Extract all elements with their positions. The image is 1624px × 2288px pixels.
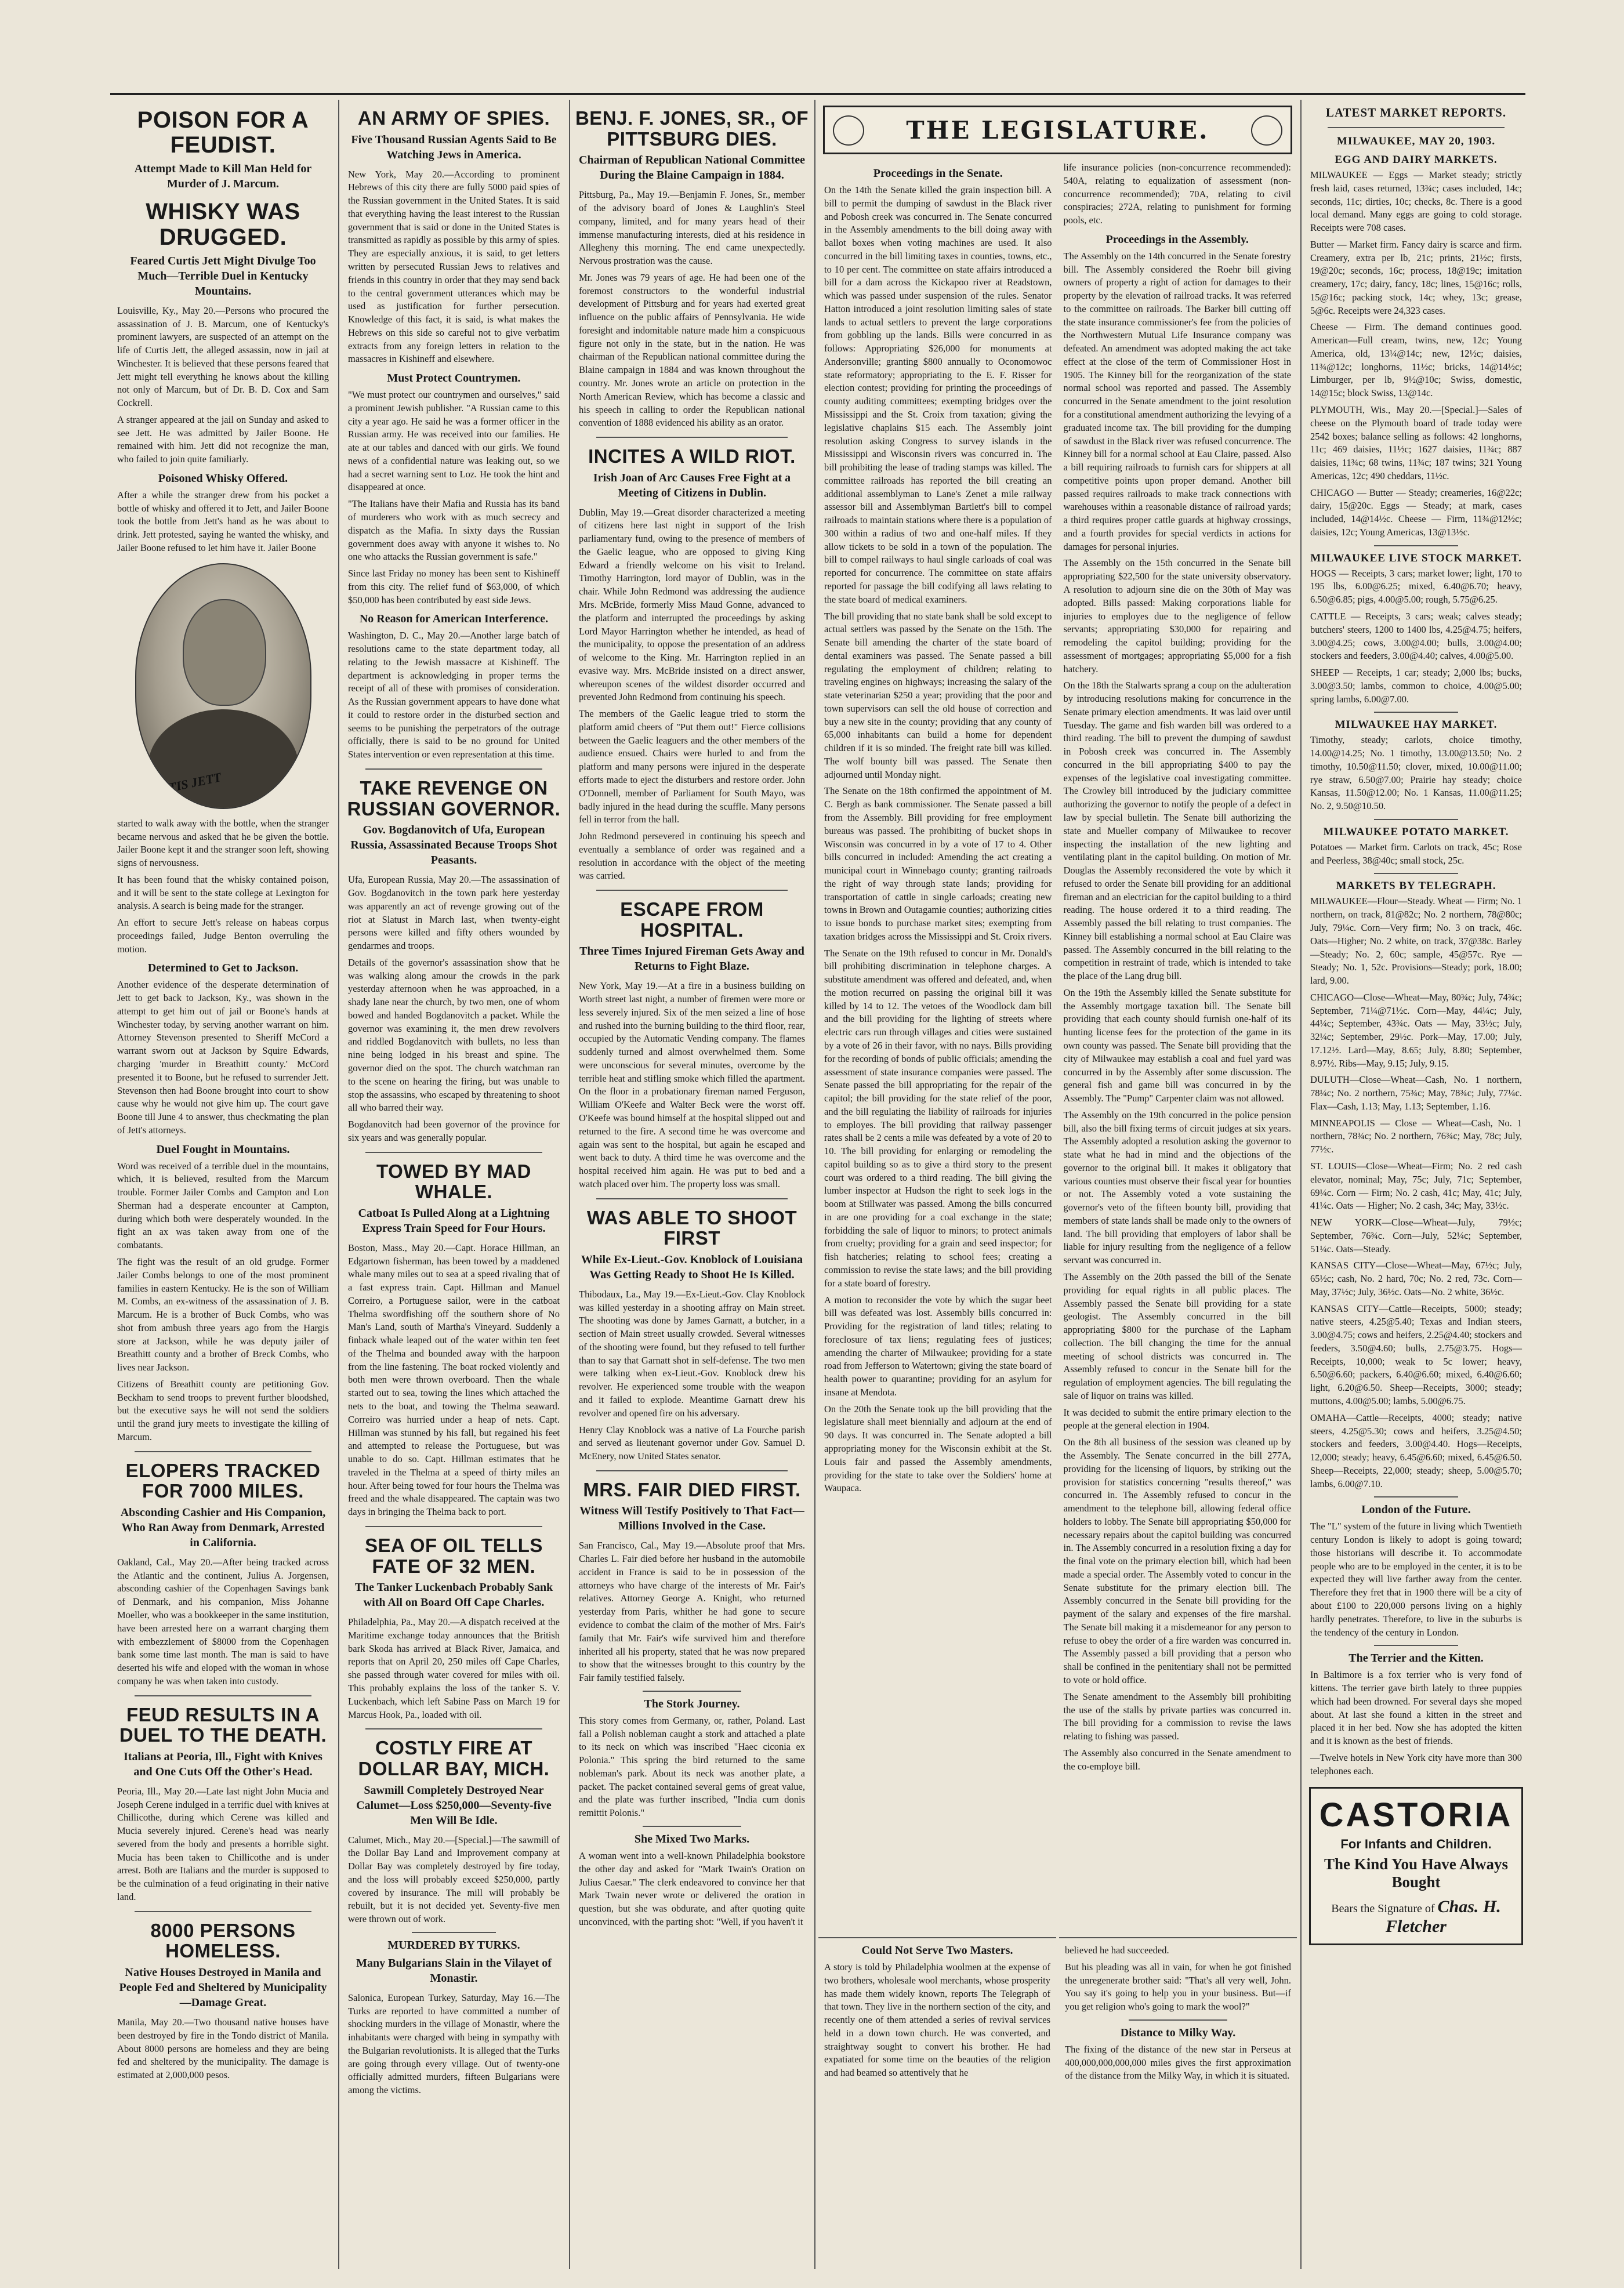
telegraph-9: OMAHA—Cattle—Receipts, 4000; steady; native steers, 4.25@5.30; cows and heifers, 3.25@4.50; stockers and feeders, 3.00@4.40. Hogs—Receipts, 12,000; steady; heavy, 6.45@6.60; mixed, 6.45@6.50. Sheep—Receipts, 22,000; steady; sheep, 5.00@5.70; lambs, 6.00@7.10. (1310, 1412, 1522, 1489)
legislature-title: THE LEGISLATURE. (906, 115, 1209, 144)
mixed-p1: A woman went into a well-known Philadelphia bookstore the other day and asked for "Mark Twain's Oration on Julius Caesar." The clerk endeavored to convince her that Mark Twain never wrote or delivered the oration in question, but she was obdurate, and after quoting quite unconvinced, with the parting shot: "Well, if you haven't it (579, 1850, 805, 1927)
assembly-p5: The Assembly on the 19th concurred in the police pension bill, also the bill fixing terms of circuit judges at six years. The Assembly adopted a resolution asking the governor to state what he had in mind and the objections of the governor to the original bill. It makes it obligatory that various counties must observe their fiscal year for bounties or not. The Assembly voted a vote sustaining the governor's veto of the fifteen bounty bill, providing that members of state lands shall be made only to the owners of land. The bill providing that employers of labor shall be liable for injury resulting from the negligence of a fellow servant was concurred in. (1063, 1109, 1291, 1266)
fair-deck: Witness Will Testify Positively to That Fact—Millions Involved in the Case. (579, 1504, 804, 1533)
column-2 (342, 100, 566, 2269)
servers-headline: Could Not Serve Two Masters. (861, 1944, 1013, 1957)
riot-p1: Dublin, May 19.—Great disorder characterized a meeting of citizens here last night in support of the Irish parliamentary fund, owing to the presence of members of the Gaelic league, who are opposed to giving King Edward a friendly welcome on his visit to Ireland. Timothy Harrington, lord mayor of Dublin, was in the chair. While John Redmond was addressing the audience Mrs. McBride, formerly Miss Maud Gonne, advanced to the platform and interrupted the proceedings by asking Lord Mayor Harrington whether he intended, as head of the municipality, to oppose the presentation of an address of welcome to the King. Mr. Harrington replied in an evasive way. Mrs. McBride insisted on a direct answer, whereupon scenes of the wildest disorder occurred and prevented John Redmond from continuing his speech. (579, 506, 805, 703)
whisky-headline: WHISKY WAS DRUGGED. (146, 199, 300, 250)
poison-deck: Attempt Made to Kill Man Held for Murder of J. Marcum. (134, 162, 312, 191)
whale-headline: TOWED BY MAD WHALE. (376, 1160, 531, 1203)
markets-dateline: MILWAUKEE, MAY 20, 1903. (1336, 135, 1496, 147)
curtis-jett-portrait (135, 563, 311, 809)
potato-report: Potatoes — Market firm. Carlots on track, 45c; Rose and Peerless, 38@40c; small stock, 25c. (1310, 841, 1522, 866)
london-heading: London of the Future. (1361, 1503, 1471, 1517)
fair-headline: MRS. FAIR DIED FIRST. (583, 1478, 801, 1500)
column-3 (573, 100, 811, 2269)
divider (1129, 2019, 1227, 2021)
assembly-p6: The Assembly on the 20th passed the bill of the Senate providing for equal rights in all public places. The Assembly passed the Senate bill providing for a state geologist. The Assembly concurred in the bill appropriating $800 for the purchase of the Lapham collection. The bill changing the time for the annual meeting of school districts was concurred in. The Assembly refused to concur in the Senate bill for the regulation of employment agencies. The bill regulating the sale of liquor on trains was killed. (1063, 1271, 1291, 1401)
assembly-p1: The Assembly on the 14th concurred in the Senate forestry bill. The Assembly considered the Roehr bill giving owners of property a right of action for damages to their property by the elevation of railroad tracks. It was referred to the committee on railroads. The Barker bill cutting off the state insurance commissioner's fee from the policies of the Northwestern Mutual Life Insurance company was defeated. An amendment was adopted making the act take effect at the close of the term of Commissioner Host in 1905. The Kinney bill for the reorganization of the state normal school was reported and passed. The Assembly concurred in the Senate amendment to the joint resolution for a constitutional amendment authorizing the levying of a graduated income tax. The bill providing for the dumping of sawdust in the Black river was refused concurrence. The Kinney bill for a normal school at Eau Claire, passed. Also a bill requiring railroads to furnish cars for shippers at all competitive points upon proper demand. Another bill passed requires railroads to make track connections with warehouses within a reasonable distance of railroad yards; a third requires proper cattle guards at highway crossings, and a fourth provides for special verdicts in actions for damages for personal injuries. (1063, 250, 1291, 552)
riot-p3: John Redmond persevered in continuing his speech and eventually a semblance of order was regained and a resolution in accordance with the object of the meeting was carried. (579, 831, 805, 882)
telegraph-7: KANSAS CITY—Close—Wheat—May, 67½c; July, 65½c; cash, No. 2 hard, 70c; No. 2 red, 73c. Corn—May, 37½c; July, 36½c. Oats—No. 2 white, 36½c. (1310, 1260, 1522, 1297)
milky-headline: Distance to Milky Way. (1120, 2026, 1236, 2039)
assembly-p2: The Assembly on the 15th concurred in the Senate bill appropriating $22,500 for the state university observatory. A resolution to adjourn sine die on the 30th of May was adopted. Bills passed: Making corporations liable for injuries to employes due to the negligence of fellow servants; appropriating $30,000 for repairing and remodeling the capitol building; providing for the assessment of mortgages; appropriating $5,000 for a fish hatchery. (1063, 557, 1291, 675)
divider (1374, 712, 1458, 713)
milwaukee-eggs: MILWAUKEE — Eggs — Market steady; strictly fresh laid, cases returned, 13¾c; cases included, 14c; seconds, 11c; dirties, 10c; checks, 8c. There is a good local demand. Many eggs are going to cold storage. Receipts were 708 cases. (1310, 169, 1522, 234)
telegraph-1: MILWAUKEE—Flour—Steady. Wheat — Firm; No. 1 northern, on track, 81@82c; No. 2 northern, 78@80c; July, 79¼c. Corn—Very firm; No. 3 on track, 46c. Oats—Higher; No. 2 white, on track, 37@38c. Barley—Steady; No. 2, 60c; sample, 45@57c. Rye — Steady; No. 1, 52c. Provisions—Steady; pork, 18.00; lard, 9.00. (1310, 895, 1522, 987)
divider (412, 1932, 496, 1933)
mixed-headline: She Mixed Two Marks. (634, 1832, 750, 1845)
turks-headline: MURDERED BY TURKS. (387, 1938, 520, 1952)
column-1 (111, 100, 335, 2269)
divider (596, 1198, 788, 1199)
senate-heading: Proceedings in the Senate. (873, 167, 1003, 180)
homeless-deck: Native Houses Destroyed in Manila and People Fed and Sheltered by Municipality—Damage Great. (119, 1966, 327, 2009)
turks-deck: Many Bulgarians Slain in the Vilayet of Monastir. (356, 1956, 552, 1985)
telegraph-heading: MARKETS BY TELEGRAPH. (1336, 880, 1496, 893)
elopers-p1: Oakland, Cal., May 20.—After being tracked across the Atlantic and the continent, Julius A. Jorgensen, absconding cashier of the Copenhagen Savings bank of Denmark, and his companion, Miss Johanne Moeller, who was a bookkeeper in the same institution, have been arrested here on a warrant charging them with embezzlement of $8000 from the Copenhagen bank some time last month. The man is said to have deserted his wife and eloped with the woman in whose company he was when taken into custody. (117, 1556, 329, 1687)
castoria-ad (1309, 1787, 1523, 1945)
fair-p1: San Francisco, Cal., May 19.—Absolute proof that Mrs. Charles L. Fair died before her husband in the automobile accident in France is said to be in possession of the attorneys who have charge of the interests of Mr. Fair's relatives. Attorney George A. Knight, who returned yesterday from Paris, whither he had gone to secure evidence to combat the claim of the mother of Mrs. Fair's family that Mr. Fair's wife survived him and therefore inherited all his property, stated that he was now prepared to show that the witnesses brought to this country by the Fair family testified falsely. (579, 1540, 805, 1684)
shoot-deck: While Ex-Lieut.-Gov. Knoblock of Louisiana Was Getting Ready to Shoot He Is Killed. (581, 1253, 803, 1281)
spies-p2: "We must protect our countrymen and ourselves," said a prominent Jewish publisher. "A Russian came to this city a year ago. He said he was a former officer in the Russian army. He was received into our families. He ate at our tables and danced with our girls. We found news of a confidential nature was leaking out, so we had a secret warning sent to Loz. He took the hint and disappeared at once. (348, 389, 560, 493)
legislature-columns (818, 161, 1297, 1776)
spies-deck: Five Thousand Russian Agents Said to Be Watching Jews in America. (351, 133, 557, 161)
homeless-p1: Manila, May 20.—Two thousand native houses have been destroyed by fire in the Tondo district of Manila. About 8000 persons are homeless and they are being fed and sheltered by the municipality. The damage is estimated at 2,000,000 pesos. (117, 2016, 329, 2081)
jones-p1: Pittsburg, Pa., May 19.—Benjamin F. Jones, Sr., member of the advisory board of Jones & Laughlin's Steel company, limited, and for many years head of their immense manufacturing interests, died at his residence in Allegheny this morning. The end came unexpectedly. Nervous prostration was the cause. (579, 189, 805, 267)
column-separator (814, 100, 815, 2269)
divider (1374, 1645, 1458, 1646)
poison-p7: Another evidence of the desperate determination of Jett to get back to Jackson, Ky., was shown in the attempt to get him out of jail or Boone's hands at Winchester today, by serving another warrant on him. Attorney Stevenson presented to Sheriff McCord a warrant sworn out at Jackson by Squire Edwards, charging 'murder in Breathitt county.' McCord presented it to Boone, but he refused to surrender Jett. Stevenson then had Boone brought into court to show cause why he would not give him up. The court gave Boone till June 4 to answer, thus checkmating the plan of Jett's attorneys. (117, 979, 329, 1136)
egg-dairy-heading: EGG AND DAIRY MARKETS. (1335, 154, 1498, 166)
sheep-report: SHEEP — Receipts, 1 car; steady; 2,000 lbs; bucks, 3.00@3.50; lambs, common to choice, 4.00@5.00; spring lambs, 6.00@7.00. (1310, 667, 1522, 705)
divider (1374, 819, 1458, 820)
oil-headline: SEA OF OIL TELLS FATE OF 32 MEN. (365, 1534, 543, 1577)
divider (643, 1691, 741, 1692)
plymouth-report: PLYMOUTH, Wis., May 20.—[Special.]—Sales of cheese on the Plymouth board of trade today were 2542 boxes; balance selling as follows: 42 longhorns, 11c; 469 daisies, 11½c; 1627 daisies, 11¾c; 887 daisies, 11¾c; 68 twins, 11¾c; 187 twins; 321 Young Americas, 12c; 490 cheddars, 11½c. (1310, 404, 1522, 481)
telegraph-8: KANSAS CITY—Cattle—Receipts, 5000; steady; native steers, 4.25@5.40; Texas and Indian steers, 3.00@4.75; cows and heifers, 2.25@4.40; stockers and feeders, 3.50@4.60; bulls, 2.75@3.75. Hogs—Receipts, 10,000; weak to 5c lower; heavy, 6.50@6.60; packers, 6.40@6.60; mixed, 6.40@6.60; light, 6.20@6.50. Sheep—Receipts, 3000; steady; muttons, 4.00@5.00; lambs, 5.00@6.75. (1310, 1303, 1522, 1407)
revenge-p2: Details of the governor's assassination show that he was walking along amour the crowds in the park yesterday afternoon when he was approached, in a shady lane near the church, by two men, one of whom bowed and handed Bogdanovitch a packet. While the governor was examining it, the men drew revolvers and riddled Bogdanovitch with bullets, no less than nine being lodged in his breast and spine. The governor died on the spot. The church watchman ran to the scene on hearing the firing, but was unable to stop the assassins, who escaped by threatening to shoot all who barred their way. (348, 956, 560, 1114)
revenge-p3: Bogdanovitch had been governor of the province for six years and was generally popular. (348, 1119, 560, 1143)
hogs-report: HOGS — Receipts, 3 cars; market lower; light, 170 to 195 lbs, 6.00@6.25; mixed, 6.40@6.70; heavy, 6.50@6.85; pigs, 4.00@5.00; rough, 5.75@6.25. (1310, 567, 1522, 605)
oil-p1: Philadelphia, Pa., May 20.—A dispatch received at the Maritime exchange today announces that the British bark Skoda has arrived at Black River, Jamaica, and reports that on April 20, 250 miles off Cape Charles, she passed through water covered for miles with oil. This probably explains the loss of the tanker S. V. Luckenbach, which left Sabine Pass on March 19 for Marcus Hook, Pa., loaded with oil. (348, 1616, 560, 1720)
castoria-line2: The Kind You Have Always Bought (1324, 1855, 1509, 1891)
servers-story (818, 1937, 1056, 2269)
escape-headline: ESCAPE FROM HOSPITAL. (620, 898, 764, 941)
divider (1374, 1496, 1458, 1497)
chicago-dairy-report: CHICAGO — Butter — Steady; creameries, 16@22c; dairy, 15@20c. Eggs — Steady; at mark, cases included, 14@14½c. Cheese — Firm, 11¾@12½c; daisies, 12c; Young Americas, 13@13½c. (1310, 487, 1522, 538)
telegraph-6: NEW YORK—Close—Wheat—July, 79½c; September, 76¾c. Corn—July, 52¼c; September, 51¼c. Oats—Steady. (1310, 1217, 1522, 1254)
assembly-p9: The Senate amendment to the Assembly bill prohibiting the use of the stalls by private parties was concurred in. The bill providing for a commission to revise the laws relating to fishing was passed. (1063, 1691, 1291, 1742)
column-separator (338, 100, 339, 2269)
poison-p9: The fight was the result of an old grudge. Former Jailer Combs belongs to one of the most prominent families in eastern Kentucky. He is the son of William M. Combs, an ex-witness of the assassination of J. B. Marcum. He is a brother of Buck Combs, who was shot from ambush three years ago from the Hargis store at Jackson, while he was deputy jailer of Breathitt county and a brother of Breck Combs, who lives near Jackson. (117, 1256, 329, 1373)
riot-headline: INCITES A WILD RIOT. (588, 445, 796, 467)
jones-deck: Chairman of Republican National Committee During the Blaine Campaign in 1884. (579, 154, 805, 182)
divider (135, 1911, 311, 1912)
top-rule (110, 93, 1525, 95)
assembly-p4: On the 19th the Assembly killed the Senate substitute for the Assembly mortgage taxation bill. The Senate bill providing that each county should furnish one-half of its hunting license fees for the protection of the game in its own county was passed. The Senate bill providing that the city of Milwaukee may establish a coal and fuel yard was concurred in by the Assembly after some discussion. The general fish and game bill was concurred in by the Assembly. The "Pump" Carpenter claim was not allowed. (1063, 987, 1291, 1104)
castoria-name: CASTORIA (1319, 1796, 1513, 1834)
portrait-head (183, 599, 266, 706)
servers-p1: A story is told by Philadelphia woolmen at the expense of two brothers, wholesale wool merchants, whose prosperity has made them widely known, reports The Telegraph of that town. They live in the northern section of the city, and recently one of them attended a series of revival services held in a down town church. He was converted, and straightway sought to convert his brother. He had expatiated for some time on the beauties of the religion and had beamed so attentively that he (824, 1961, 1050, 2079)
poison-p8: Word was received of a terrible duel in the mountains, which, it is believed, resulted from the Marcum trouble. Former Jailer Combs and Campton and Lon Sherman had a desperate encounter at Campton, during which both were desperately wounded. In the fight an ax was taken away from one of the combatants. (117, 1160, 329, 1251)
ornament-icon (833, 115, 864, 146)
feud-headline: FEUD RESULTS IN A DUEL TO THE DEATH. (119, 1703, 327, 1746)
revenge-deck: Gov. Bogdanovitch of Ufa, European Russia, Assassinated Because Troops Shot Peasants. (350, 824, 557, 867)
hotels-note: —Twelve hotels in New York city have more than 300 telephones each. (1310, 1752, 1522, 1776)
london-text: The "L" system of the future in living which Twentieth century London is likely to adopt is going toward; those historians will describe it. To accommodate people who are to be employed in the center, it is to be expected they will live farther away from the center. Therefore they fret that in 1900 there will be a city of about £100 to 220,000 persons living on a highly hardly penetrates. Therefore, to live in the suburbs is the tendency of the century in London. (1310, 1521, 1522, 1638)
cattle-report: CATTLE — Receipts, 3 cars; weak; calves steady; butchers' steers, 1200 to 1400 lbs, 4.25@4.75; heifers, 3.00@4.25; cows, 3.00@4.00; bulls, 3.00@4.00; stockers and feeders, 3.00@4.40; calves, 4.00@5.00. (1310, 610, 1522, 662)
poison-p5: It has been found that the whisky contained poison, and it will be sent to the state college at Lexington for analysis. A search is being made for the stranger. (117, 873, 329, 912)
divider (365, 1526, 542, 1527)
cheese-report: Cheese — Firm. The demand continues good. American—Full cream, twins, new, 12c; Young America, old, 13¼@14c; new, 12½c; daisies, 11¾@12c; longhorns, 11½c; bricks, 14@14½c; Limburger, per lb, 9½@10c; Swiss, domestic, 14@15c; block Swiss, 13@14c. (1310, 321, 1522, 399)
poison-p10: Citizens of Breathitt county are petitioning Gov. Beckham to send troops to prevent further bloodshed, but the executive says he will not send the soldiers until the grand jury meets to investigate the killing of Marcum. (117, 1378, 329, 1442)
assembly-p10: The Assembly also concurred in the Senate amendment to the co-employe bill. (1063, 1747, 1291, 1772)
fire-headline: COSTLY FIRE AT DOLLAR BAY, MICH. (358, 1737, 550, 1779)
poison-sub3: Duel Fought in Mountains. (156, 1143, 290, 1156)
turks-p1: Salonica, European Turkey, Saturday, May 16.—The Turks are reported to have committed a number of shocking murders in the village of Monastir, where the inhabitants were charged with being in sympathy with the Bulgarian revolutionists. It is alleged that the Turks are going through every village. Out of twenty-one officially admitted murders, fifteen Bulgarians were among the victims. (348, 1992, 560, 2096)
senate-p1: On the 14th the Senate killed the grain inspection bill. A bill to permit the dumping of sawdust in the Black river and Pobosh creek was concurred in. The Senate concurred in the Assembly amendments to the bill doing away with ballot boxes when voting machines are used. It also concurred in the bill limiting taxes in counties, towns, etc., to 10 per cent. The committee on state affairs introduced a bill for a dam across the Kickapoo river at Readstown, which was passed under suspension of the rules. Senator Hatton introduced a joint resolution limiting sales of state lands to actual settlers to prevent the large corporations from gobbling up the lands. Bills were concurred in as follows: Appropriating $26,000 for monuments at Andersonville; granting $800 annually to Oconomowoc state reformatory; appropriating to the E. F. Risser for election contest; providing for printing the proceedings of county auditing committees; exempting bridges over the Mississippi and the St. Croix from taxation; giving the legislative chaplains $15 each. The Assembly joint resolution asking Congress to survey islands in the Mississippi and Wisconsin rivers was concurred in. The bill prohibiting the lease of trading stamps was killed. The committee railroads has reported the bill creating an additional assemblyman to Lane's Zenet a mile railway assessor bill and Assemblyman Bartlett's bill to compel railroads to maintain stations where there is a population of 300 within a radius of two and one-half miles. If they allow tickets to be sold in a town of the population. The bill to compel railways to haul single carloads of coal was reported for concurrence. The committee on state affairs reported for passage the bill codifying all laws relating to the state board of medical examiners. (824, 184, 1052, 605)
feud-deck: Italians at Peoria, Ill., Fight with Knives and One Cuts Off the Other's Head. (124, 1750, 322, 1778)
divider (1328, 127, 1505, 128)
poison-sub2: Determined to Get to Jackson. (147, 962, 299, 975)
fire-p1: Calumet, Mich., May 20.—[Special.]—The sawmill of the Dollar Bay Land and Improvement company at Dollar Bay was completely destroyed by fire today, and the loss will probably exceed $250,000, partly covered by insurance. The mill will probably be rebuilt, but it is not decided yet. Seventy-five men were thrown out of work. (348, 1834, 560, 1925)
servers-continued (1059, 1937, 1297, 2269)
castoria-signature: Chas. H. Fletcher (1386, 1897, 1501, 1937)
divider (1374, 545, 1458, 546)
escape-deck: Three Times Injured Fireman Gets Away and Returns to Fight Blaze. (579, 945, 804, 973)
column-separator (569, 100, 570, 2269)
elopers-deck: Absconding Cashier and His Companion, Who Ran Away from Denmark, Arrested in California. (120, 1506, 326, 1549)
telegraph-2: CHICAGO—Close—Wheat—May, 80¾c; July, 74¾c; September, 71¼@71½c. Corn—May, 44¼c; July, 44¼c; September, 43¾c. Oats — May, 33½c; July, 32¼c; September, 29½c. Pork—May, 17.00; July, 17.12½. Lard—May, 8.65; July, 8.80; September, 8.97½. Ribs—May, 9.15; July, 9.15. (1310, 991, 1522, 1069)
telegraph-3: DULUTH—Close—Wheat—Cash, No. 1 northern, 78¼c; No. 2 northern, 75¾c; May, 78¾c; July, 77¼c. Flax—Cash, 1.13; May, 1.13; September, 1.16. (1310, 1074, 1522, 1112)
divider (135, 1451, 311, 1452)
oil-deck: The Tanker Luckenbach Probably Sank with All on Board Off Cape Charles. (354, 1581, 553, 1609)
servers-p3: But his pleading was all in vain, for when he got finished the unregenerate brother said: "That's all very well, John. You say it's going to help you in your business. But—if you get religion who's going to mark the wool?" (1065, 1961, 1291, 2013)
assembly-p7: It was decided to submit the entire primary election to the people at the general election in 1904. (1063, 1406, 1291, 1431)
castoria-sig-label: Bears the Signature of (1331, 1902, 1435, 1916)
revenge-p1: Ufa, European Russia, May 20.—The assassination of Gov. Bogdanovitch in the town park here yesterday was apparently an act of revenge growing out of the riot at Slatust in March last, when twenty-eight persons were killed and fifty others wounded by gendarmes and troops. (348, 874, 560, 952)
poison-p3: After a while the stranger drew from his pocket a bottle of whisky and offered it to Jett, and Jailer Boone took the bottle from Jett's hand as he was about to drink. Jett protested, saying he wanted the whisky, and Jailer Boone refused to let him have it. Jailer Boone (117, 489, 329, 553)
markets-column (1304, 100, 1528, 2269)
poison-p6: An effort to secure Jett's release on habeas corpus proceedings failed, Judge Benton overruling the motion. (117, 917, 329, 955)
divider (1374, 873, 1458, 874)
terrier-heading: The Terrier and the Kitten. (1348, 1652, 1484, 1665)
spies-sub2: No Reason for American Interference. (359, 612, 549, 626)
feud-p1: Peoria, Ill., May 20.—Late last night John Mucia and Joseph Cerene indulged in a terrific duel with knives at Chillicothe, during which Cerene was killed and Mucia severely injured. Cerene's head was nearly severed from the body and presents a horrible sight. Mucia has been taken to Chillicothe and is under arrest. Both are Italians and the murder is supposed to be the culmination of a feud originating in their native land. (117, 1785, 329, 1902)
spies-p4: Since last Friday no money has been sent to Kishineff from this city. The relief fund of $63,000, of which $50,000 has been contributed by east side Jews. (348, 568, 560, 605)
hay-report: Timothy, steady; carlots, choice timothy, 14.00@14.25; No. 1 timothy, 13.00@13.50; No. 2 timothy, 10.50@11.50; clover, mixed, 10.00@11.00; rye straw, 6.50@7.00; Prairie hay steady; choice Kansas, 11.50@12.00; No. 1 Kansas, 11.00@11.25; No. 2, 9.50@10.50. (1310, 734, 1522, 812)
senate-p3: The Senate on the 18th confirmed the appointment of M. C. Bergh as bank commissioner. The Senate passed a bill from the Assembly. Bill providing for free employment bureaus was passed. The prohibiting of bucket shops in Wisconsin was concurred in by a vote of 17 to 4. Other bills concurred in included: Amending the act creating a municipal court in Winnebago county; granting railroads the right of way through state lands; providing for transportation of cattle in single carloads; creating new towns in Brown and Outagamie counties; authorizing cities to issue bonds to purchase market sites; exempting from taxation bridges across the Mississippi and St. Croix rivers. (824, 785, 1052, 942)
poison-p2: A stranger appeared at the jail on Sunday and asked to see Jett. He was admitted by Jailer Boone. He remained with him. Jett did not recognize the man, who failed to join quite familiarly. (117, 414, 329, 465)
milky-p1: The fixing of the distance of the new star in Perseus at 400,000,000,000,000 miles gives the first approximation of the distance from the Milky Way, in which it is situated. (1065, 2043, 1291, 2082)
servers-p2: believed he had succeeded. (1065, 1945, 1169, 1956)
divider (365, 1152, 542, 1153)
terrier-text: In Baltimore is a fox terrier who is very fond of kittens. The terrier gave birth lately to three puppies which had been drowned. For several days she moped about. At last she found a kitten in the street and placed it in her bed. Now she has adopted the kitten and it is known as the best of friends. (1310, 1669, 1522, 1747)
senate-p6: On the 20th the Senate took up the bill providing that the legislature shall meet biennially and adjourn at the end of 90 days. It was concurred in. The Senate adopted a bill appropriating money for the Wisconsin exhibit at the St. Louis fair and passed the Assembly amendments, providing for the state to take over the Soldiers' home at Waupaca. (824, 1403, 1052, 1494)
assembly-p3: On the 18th the Stalwarts sprang a coup on the adulteration by introducing resolutions making for concurrence in the Senate primary election amendments. It was laid over until Tuesday. The game and fish warden bill was ordered to a third reading. The bill to prevent the dumping of sawdust in Pobosh creek was concurred in. The Assembly concurred in the bill appropriating $400 to pay the expenses of the legislative coal investigating committee. The Crowley bill introduced by the judiciary committee authorizing the governor to notify the people of a defect in law by special bulletin. The Senate bill authorizing the state and Mueller company of Milwaukee to recover inspecting the installation of the new lighting and ventilating plant in the capitol building. On motion of Mr. Douglas the Assembly reconsidered the vote by which it refused to order the Senate bill providing for an additional fireman and an electrician for the capitol building to a third reading. The house ordered it to a third reading. The Assembly passed the bill relating to trust companies. The Kinney bill establishing a normal school at Eau Claire was passed. The Assembly concurred in the bill relating to the competition in restraint of trade, which is intended to take the place of the Lang drug bill. (1063, 680, 1291, 982)
butter-report: Butter — Market firm. Fancy dairy is scarce and firm. Creamery, extra per lb, 21c; prints, 21½c; firsts, 19@20c; seconds, 16c; process, 18@19c; imitation creamery, 17c; dairy, fancy, 18c; lines, 15@16c; rolls, 15@16c; packing stock, 14c; whey, 13c; grease, 5@6c. Receipts were 24,323 cases. (1310, 238, 1522, 316)
assembly-heading: Proceedings in the Assembly. (1105, 233, 1249, 246)
poison-p4: started to walk away with the bottle, when the stranger became nervous and asked that he be given the bottle. Jailer Boone kept it and the stranger soon left, showing signs of nervousness. (117, 817, 329, 869)
livestock-heading: MILWAUKEE LIVE STOCK MARKET. (1310, 552, 1522, 564)
ornament-icon (1251, 115, 1282, 146)
spies-p5: Washington, D. C., May 20.—Another large batch of resolutions came to the state department today, all relating to the Jewish massacre at Kishineff. The department is acknowledging in proper terms the receipt of all of these with promises of consideration. As the Russian government appears to have done what it could to restore order in the disturbed section and seems to be punishing the perpetrators of the outrage officially, there is said to be no ground for United States intervention or even representation at this time. (348, 630, 560, 760)
shoot-p1: Thibodaux, La., May 19.—Ex-Lieut.-Gov. Clay Knoblock was killed yesterday in a shooting affray on Main street. The shooting was done by James Garnatt, a butcher, in a section of Main street usually crowded. Several witnesses of the shooting were found, but they refused to tell further than to say that Garnatt shot in self-defense. The two men were talking when ex-Lieut.-Gov. Knoblock drew his revolver. He experienced some trouble with the weapon and it failed to explode. Meantime Garnatt drew his revolver and opened fire on his adversary. (579, 1288, 805, 1419)
revenge-headline: TAKE REVENGE ON RUSSIAN GOVERNOR. (347, 777, 561, 820)
elopers-headline: ELOPERS TRACKED FOR 7000 MILES. (125, 1459, 321, 1502)
poison-sub1: Poisoned Whisky Offered. (158, 472, 288, 485)
senate-p5: A motion to reconsider the vote by which the sugar beet bill was defeated was lost. Assembly bills concurred in: Providing for the registration of land titles; relating to foreclosure of tax liens; regulating fees of justices; amending the charter of Milwaukee; providing for a state road from Jefferson to Watertown; giving the state board of health power to quarantine; providing for an asylum for insane at Mendota. (824, 1294, 1052, 1398)
legislature-right-column (1058, 161, 1297, 1776)
divider (365, 1728, 542, 1729)
spies-sub1: Must Protect Countrymen. (387, 372, 521, 385)
telegraph-5: ST. LOUIS—Close—Wheat—Firm; No. 2 red cash elevator, nominal; May, 75c; July, 71c; September, 69¼c. Corn — Firm; No. 2 cash, 41c; May, 41c; July, 41¼c. Oats — Higher; No. 2 cash, 34c; May, 33½c. (1310, 1161, 1522, 1212)
riot-p2: The members of the Gaelic league tried to storm the platform amid cheers of "Put them out!" Fierce collisions between the Gaelic leaguers and the other members of the audience ensued. Chairs were hurled to and from the platform and many persons were injured in the desperate efforts made to eject the disturbers and restore order. John O'Donnell, member of Parliament for South Mayo, was badly injured in the head during the scuffle. Many persons fell in terror from the hall. (579, 708, 805, 825)
telegraph-4: MINNEAPOLIS — Close — Wheat—Cash, No. 1 northern, 78¾c; No. 2 northern, 76¾c; May, 78c; July, 77½c. (1310, 1117, 1522, 1155)
poison-p1: Louisville, Ky., May 20.—Persons who procured the assassination of J. B. Marcum, one of Kentucky's prominent lawyers, are suspected of an attempt on the life of Curtis Jett, the alleged assassin, now in jail at Winchester. It is believed that these persons feared that Jett might tell everything he knows about the killing not only of Marcum, but of Dr. B. D. Cox and Sam Cockrell. (117, 304, 329, 409)
divider (643, 1826, 741, 1827)
jones-headline: BENJ. F. JONES, SR., OF PITTSBURG DIES. (575, 107, 809, 150)
riot-deck: Irish Joan of Arc Causes Free Fight at a Meeting of Citizens in Dublin. (593, 471, 791, 499)
whale-p1: Boston, Mass., May 20.—Capt. Horace Hillman, an Edgartown fisherman, has been towed by a maddened whale many miles out to sea at a speed rivaling that of a fast express train. Capt. Hillman and Manuel Correiro, a Portuguese sailor, were in the catboat Thelma swordfishing off the southern shore of No Man's Land, south of Martha's Vineyard. Suddenly a finback whale leaped out of the water within ten feet of the Thelma and bounded away with the harpoon from the line fastening. The boat rocked violently and both men were thrown overboard. Then the whale started out to sea, towing the lines which attached the nets to the boat, and towing the Thelma seaward. Correiro was hurried under a heap of nets. Capt. Hillman was stunned by his fall, but regained his feet and attempted to release the Portuguese, but was unable to do so. Capt. Hillman estimates that he traveled in the Thelma at a speed of thirty miles an hour. After being towed for four hours the Thelma was freed and the whale disappeared. The captain was two days in bringing the Thelma back to port. (348, 1242, 560, 1518)
assembly-p8: On the 8th all business of the session was cleaned up by the Assembly. The Senate concurred in the bill 277A, providing for the licensing of liquors, by striking out the provision for statistics concerning "results thereof," was concurred in. The Assembly refused to concur in the amendment to the telephone bill, allowing federal office holders to lobby. The Senate bill appropriating $50,000 for necessary repairs about the capitol building was concurred in. The Assembly concurred in a resolution fixing a day for the final vote on the primary election bill, which had been made a special order. The Assembly voted to concur in the Senate substitute for the primary election bill. The Assembly concurred in the Senate bill providing for the payment of the salary and expenses of the fire marshal. The Senate bill making it a misdemeanor for any person to refuse to obey the order of a fire warden was concurred in. The Assembly passed a bill providing that a person who shall be confined in the penitentiary shall not be permitted to vote or hold office. (1063, 1437, 1291, 1685)
spies-p3: "The Italians have their Mafia and Russia has its band of murderers who work with as much secrecy and dispatch as the Mafia. In sixty days the Russian government does away with anyone it wishes to. No one who attacks the Russian government is safe." (348, 498, 560, 563)
markets-title: LATEST MARKET REPORTS. (1325, 106, 1507, 119)
legislature-left-column (818, 161, 1058, 1776)
stork-headline: The Stork Journey. (644, 1697, 740, 1710)
hay-heading: MILWAUKEE HAY MARKET. (1335, 719, 1498, 731)
legislature-extra-p1: life insurance policies (non-concurrence recommended): 540A, relating to equalization of assessment (non-concurrence recommended); 70A, relating to civil conspiracies; 272A, relating to punishment for forming pools, etc. (1063, 162, 1291, 226)
poison-headline: POISON FOR A FEUDIST. (137, 107, 309, 158)
senate-p4: The Senate on the 19th refused to concur in Mr. Donald's bill prohibiting discrimination in telephone charges. A substitute amendment was offered and defeated, and, when the motion recurred on passing the original bill it was killed by 14 to 12. The vetoes of the Woodlock dam bill and the bill providing for the lighting of streets where electric cars run through villages and cities were sustained by a vote of 26 in their favor, with no nays. Bills providing for the recording of bonds of public officials; amending the assessment of state insurance companies were passed. The Senate passed the bill appropriating for the repair of the capitol; the bill providing for the state relief of the poor, and the bill regulating the liability of railroads for injuries to employes. The bill providing that railway passenger rates shall be 2 cents a mile was defeated by a vote of 20 to 10. The bill providing for enlarging or remodeling the capitol building so as to give a third story to the present court was ordered to a third reading. The bill giving the lumber inspector at Hudson the right to seek logs in the boom at Stillwater was passed. Among the bills concurred in are one providing for a coal exchange in the state; forbidding the sale of liquor to minors; to protect animals from cruelty; providing for a grain and seed inspector; for fish hatcheries; relating to school fees; creating a commission to revise the state laws; and the bill providing for a state board of forestry. (824, 947, 1052, 1289)
column-separator (1300, 100, 1302, 2269)
divider (596, 437, 788, 438)
whale-deck: Catboat Is Pulled Along at a Lightning Express Train Speed for Four Hours. (358, 1206, 550, 1235)
shoot-p2: Henry Clay Knoblock was a native of La Fourche parish and served as lieutenant governor under Gov. Samuel D. McEnery, now United States senator. (579, 1424, 805, 1462)
castoria-line1: For Infants and Children. (1340, 1837, 1492, 1852)
divider (596, 1470, 788, 1471)
legislature-banner (823, 106, 1292, 154)
fire-deck: Sawmill Completely Destroyed Near Calumet—Loss $250,000—Seventy-five Men Will Be Idle. (356, 1783, 552, 1827)
spies-p1: New York, May 20.—According to prominent Hebrews of this city there are fully 5000 paid spies of the Russian government in the United States. It is said that everything having the least interest to the Russian government that is said or done in the United States is transmitted as rapidly as possible by this army of spies. They are especially anxious, it is said, to get letters written by persecuted Russian Jews to relatives and friends in this country in order that they may send back to the central government utterances which may be used as justification for further persecution. Knowledge of this fact, it is said, is what makes the Hebrews on this side so careful not to give verbatim extracts from any foreign letters in relation to the massacres in Kishineff and elsewhere. (348, 168, 560, 365)
stork-p1: This story comes from Germany, or, rather, Poland. Last fall a Polish nobleman caught a stork and attached a plate to its neck on which was inscribed "Haec ciconia ex Polonia." This spring the bird returned to the same nobleman's park. About its neck was another plate, a packet. The packet contained several gems of great value, and the plate was further inscribed, "India cum donis remittit Polonis." (579, 1714, 805, 1819)
potato-heading: MILWAUKEE POTATO MARKET. (1323, 825, 1509, 838)
shoot-headline: WAS ABLE TO SHOOT FIRST (586, 1206, 798, 1249)
castoria-signature-row (1314, 1897, 1518, 1937)
spies-headline: AN ARMY OF SPIES. (357, 107, 550, 129)
senate-p2: The bill providing that no state bank shall be sold except to actual settlers was passed by the Senate on the 15th. The Senate bill amending the charter of the state board of dental examiners was passed. The Senate passed a bill regulating the employment of children; relating to traveling engines on highways; increasing the salary of the state veterinarian $250 a year; providing that the poor and town supervisors can sell the old house of correction and buy a new site in the county; providing that any county of 65,000 inhabitants can build a home for dependent children if it is so minded. The freight rate bill was killed. The wolf bounty bill was passed. The Senate then adjourned until Monday night. (824, 610, 1052, 780)
escape-p1: New York, May 19.—At a fire in a business building on Worth street last night, a number of firemen were more or less severely injured. Six of the men seized a line of hose and rushed into the burning building to the third floor, rear, occupied by the Automatic Vending company. The flames suddenly turned and almost overwhelmed them. Some were unconscious for several minutes, overcome by the terrible heat and stifling smoke which filled the apartment. On the floor in a probationary fireman named Ferguson, William O'Keefe and Walter Beck were the worst off. O'Keefe was bound himself at the hospital slipped out and returned to the fire. A second time he was overcome and again was sent to the hospital, but again he escaped and went back to duty. A third time he was overcome and the hospital received him again. He was put to bed and a watch placed over him. The property loss was small. (579, 980, 806, 1190)
divider (596, 890, 788, 891)
jones-p2: Mr. Jones was 79 years of age. He had been one of the foremost constructors to the wonderful industrial development of Pittsburg and for years had exerted great influence on the public affairs of Pennsylvania. He wide foresight and indomitable nature made him a conspicuous figure not only in the state, but in the nation. He was chairman of the Republican national committee during the Blaine campaign in 1884 and was known throughout the country. Mr. Jones wrote an article on protection in the North American Review, which has become a classic and his speech in calling to order the Republican national convention of 1888 evidenced his ability as an orator. (579, 271, 805, 429)
divider (365, 768, 542, 770)
divider (135, 1695, 311, 1696)
homeless-headline: 8000 PERSONS HOMELESS. (150, 1919, 296, 1962)
portrait-caption: CURTIS JETT (141, 769, 223, 800)
whisky-deck: Feared Curtis Jett Might Divulge Too Much—Terrible Duel in Kentucky Mountains. (130, 254, 316, 298)
